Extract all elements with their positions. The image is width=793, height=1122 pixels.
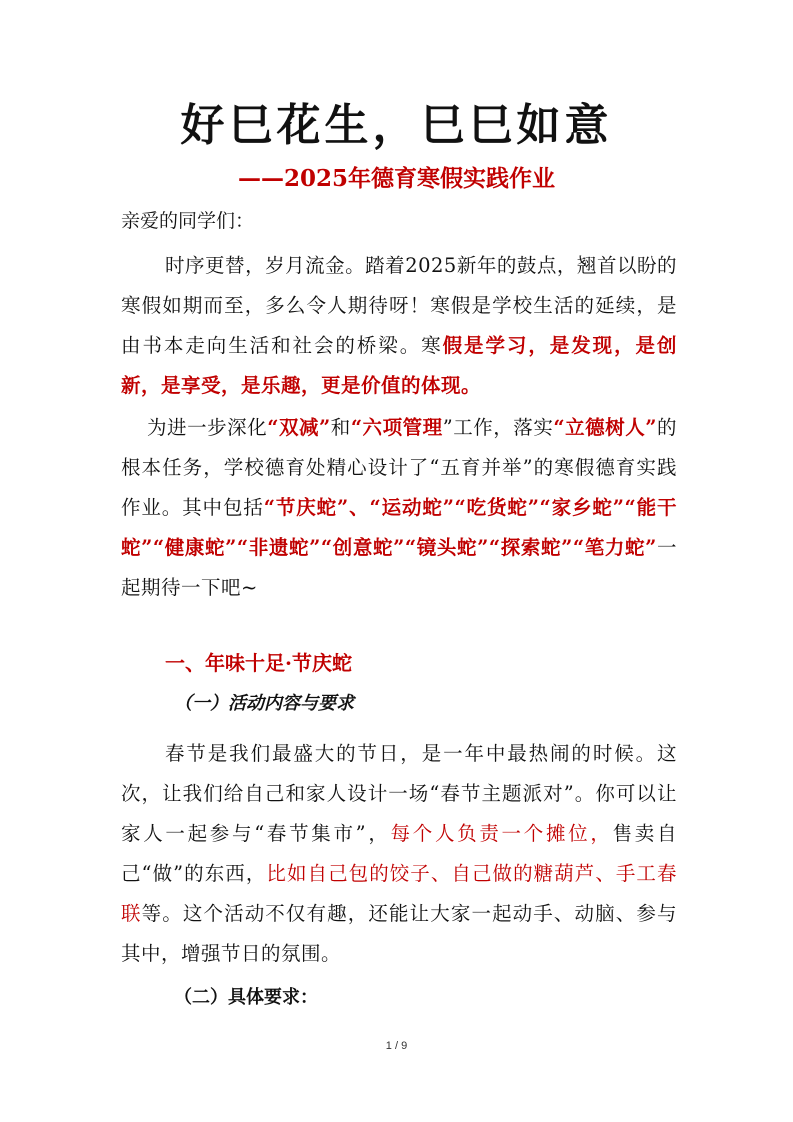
purpose-text-4: 的根本任务，学校德育处精心设计了“五育并举”的寒假德育实践作业。其中包括 bbox=[121, 416, 677, 519]
activity-highlight-2: 比如自己包的饺子、自己做的糖葫芦、手工春联 bbox=[121, 862, 677, 925]
highlight-double-reduction: “双减” bbox=[267, 416, 331, 439]
purpose-text-5: 一起期待一下吧~ bbox=[121, 536, 677, 599]
document-title: 好巳花生，巳巳如意 bbox=[180, 100, 613, 151]
activity-text-3: 等。这个活动不仅有趣，还能让大家一起动手、动脑、参与其中，增强节日的氛围。 bbox=[121, 902, 677, 965]
greeting: 亲爱的同学们： bbox=[121, 210, 255, 232]
subsection-heading-content: （一）活动内容与要求 bbox=[174, 693, 354, 714]
highlight-snake-list: “节庆蛇”、“运动蛇”“吃货蛇”“家乡蛇”“能干蛇”“健康蛇”“非遗蛇”“创意蛇”“镜头蛇”“探索蛇”“笔力蛇” bbox=[121, 496, 677, 559]
purpose-text-2: 和 bbox=[330, 416, 351, 439]
purpose-text-3: ”工作，落实 bbox=[442, 416, 554, 439]
activity-highlight-1: 每个人负责一个摊位， bbox=[390, 822, 613, 845]
purpose-text-1: 为进一步深化 bbox=[147, 416, 268, 439]
page-number: 1 / 9 bbox=[385, 1040, 408, 1052]
document-subtitle: ——2025年德育寒假实践作业 bbox=[237, 165, 555, 192]
highlight-lide-shuren: “立德树人” bbox=[553, 416, 657, 439]
activity-text-2: 售卖自己“做”的东西， bbox=[121, 822, 677, 885]
intro-highlight: 假是学习，是发现，是创新，是享受，是乐趣，更是价值的体现。 bbox=[121, 334, 677, 397]
subsection-heading-requirements: （二）具体要求： bbox=[174, 987, 318, 1008]
activity-text-1: 春节是我们最盛大的节日，是一年中最热闹的时候。这次，让我们给自己和家人设计一场“春节主题派对”。你可以让家人一起参与“春节集市”， bbox=[121, 742, 677, 845]
activity-paragraph bbox=[121, 734, 677, 974]
intro-text: 时序更替，岁月流金。踏着2025新年的鼓点，翘首以盼的寒假如期而至，多么令人期待呀！寒假是学校生活的延续，是由书本走向生活和社会的桥梁。寒 bbox=[121, 254, 677, 357]
purpose-paragraph bbox=[121, 408, 677, 608]
highlight-six-management: “六项管理 bbox=[350, 416, 443, 439]
section-heading: 一、年味十足·节庆蛇 bbox=[165, 651, 352, 675]
intro-paragraph bbox=[121, 246, 677, 406]
